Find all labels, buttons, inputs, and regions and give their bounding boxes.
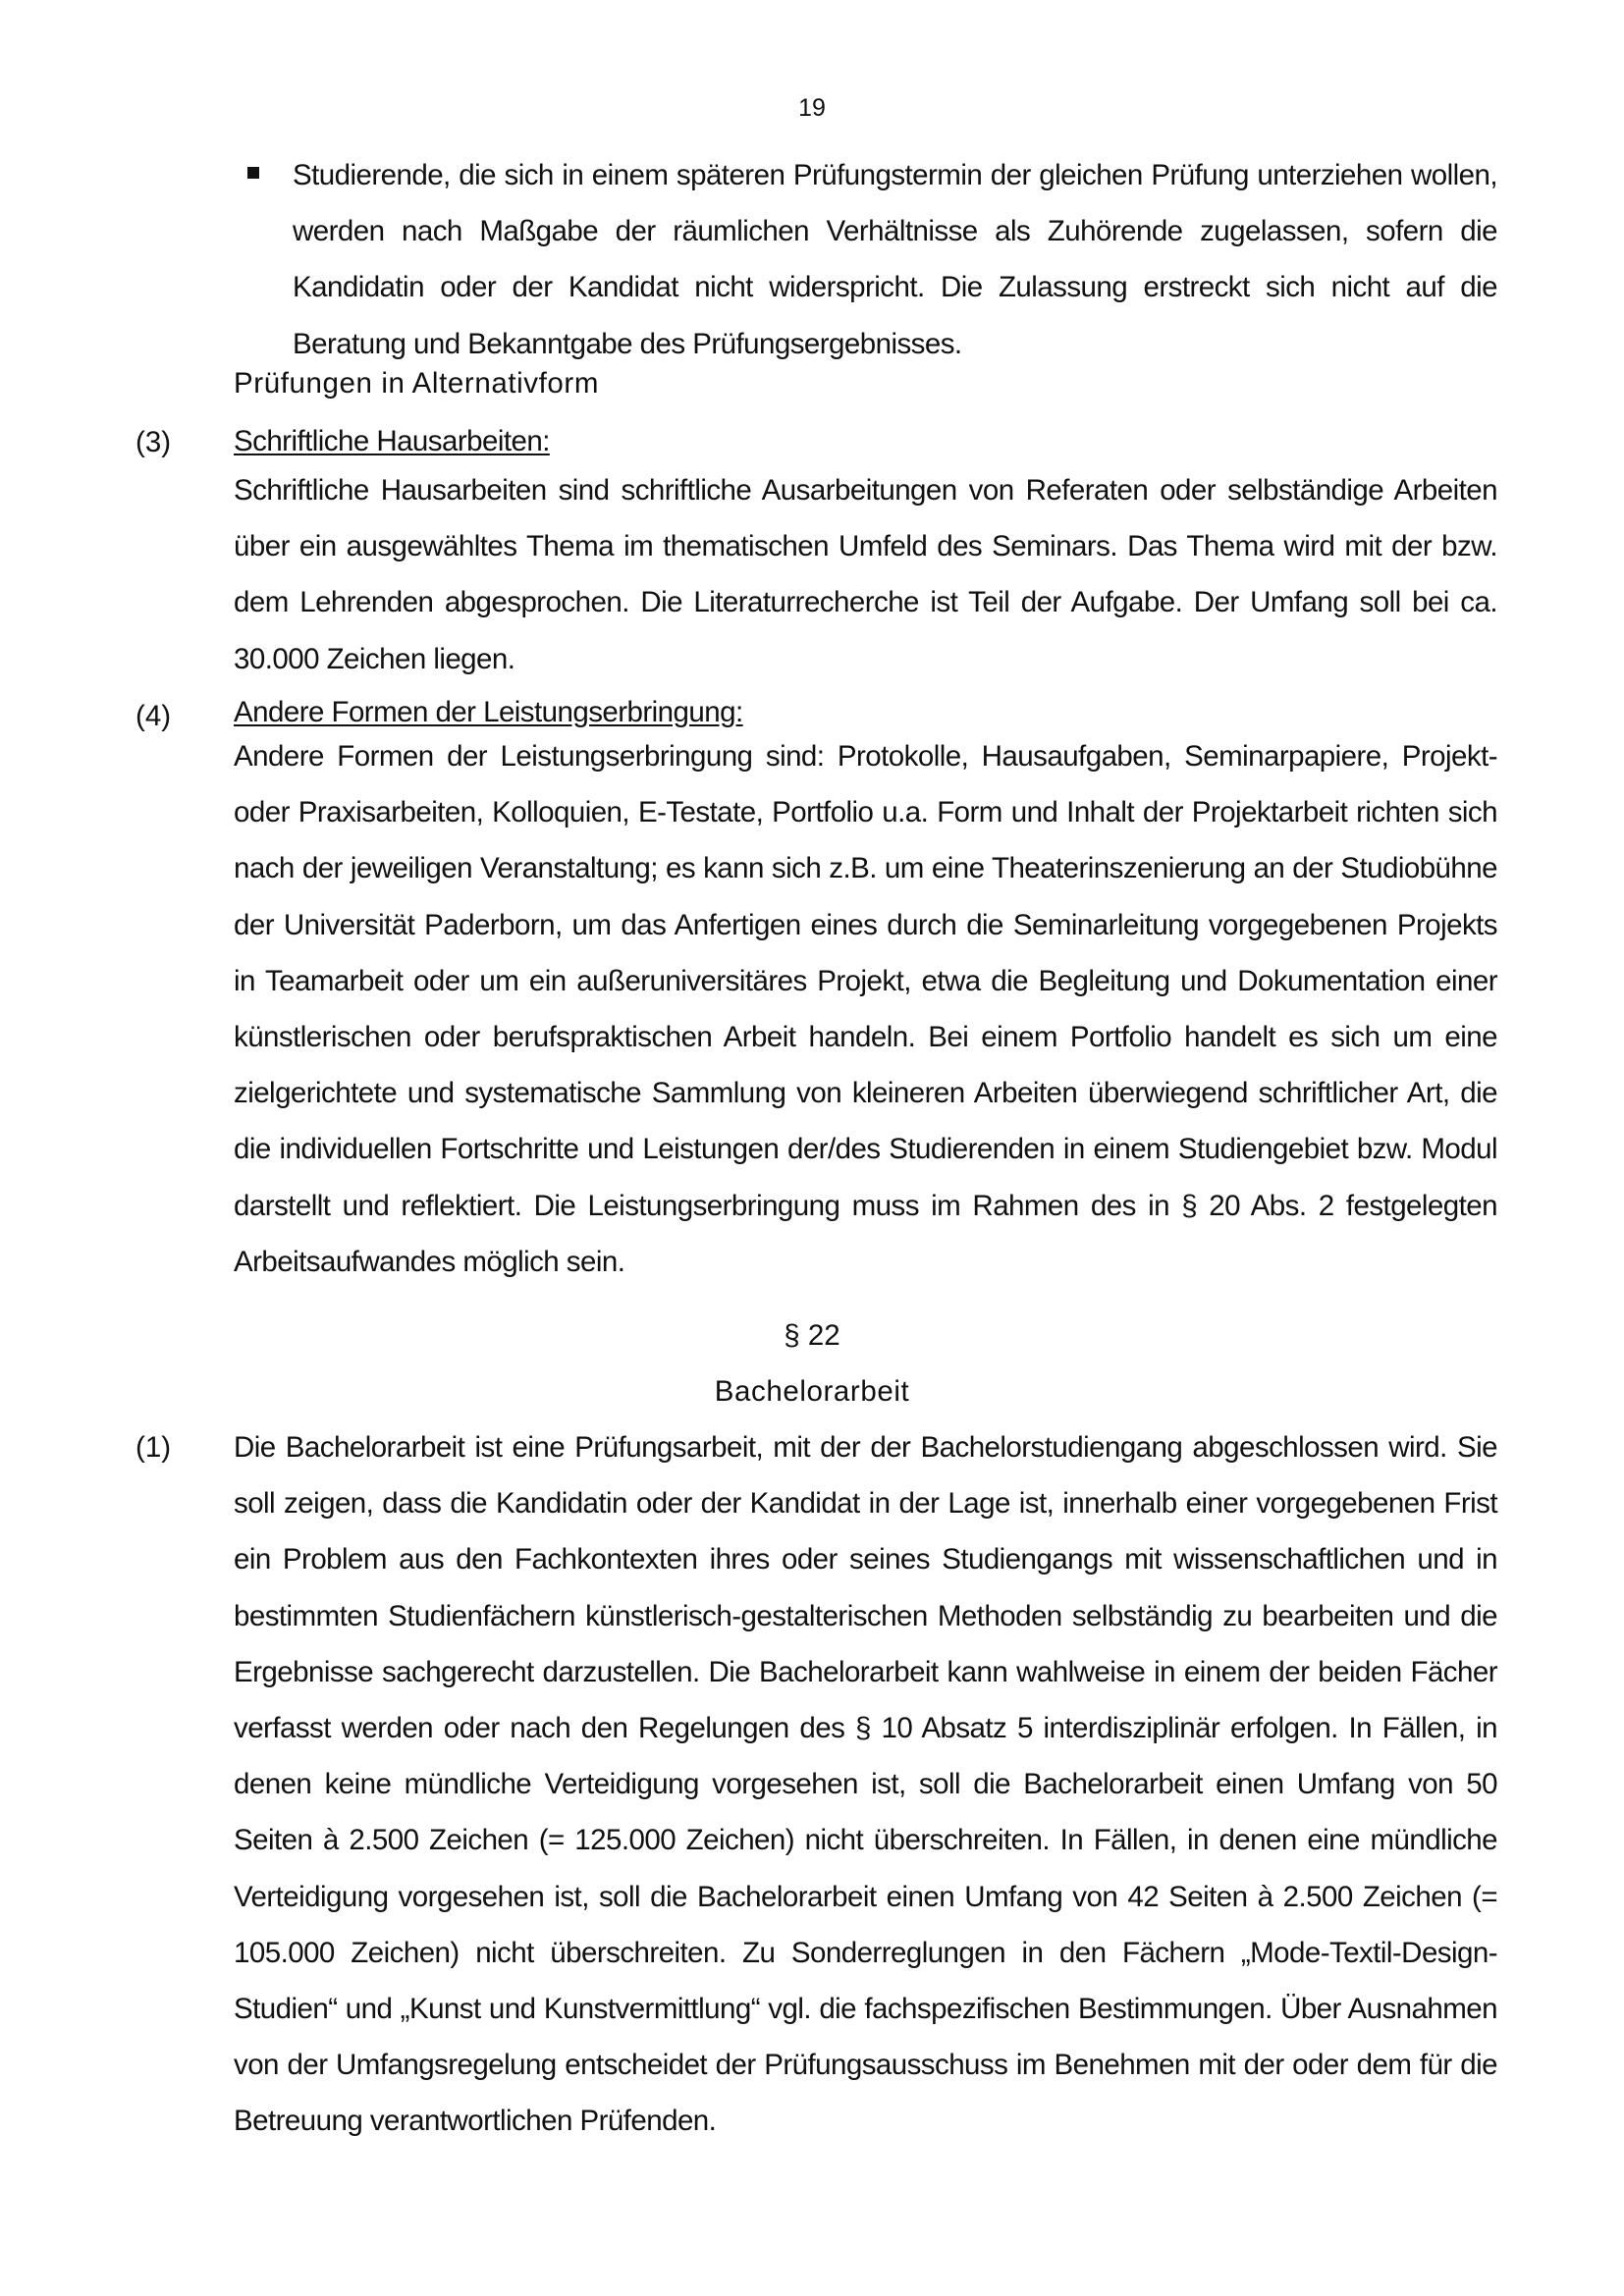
section-4 [234, 693, 1497, 1290]
bullet-square-icon [247, 167, 259, 179]
paragraph-22-body: Die Bachelorarbeit ist eine Prüfungsarbeit, mit der der Bachelorstudiengang abgeschlossen wird. Sie soll zeigen, dass die Kandidatin oder der Kandidat in der Lage ist, innerhalb einer vorgegebenen Frist ein Problem aus den Fachkontexten ihres oder seines Studiengangs mit wissenschaftlichen und in bestimmten Studienfächern künstlerisch-gestalterischen Methoden selbständig zu bearbeiten und die Ergebnisse sachgerecht darzustellen. Die Bachelorarbeit kann wahlweise in einem der beiden Fächer verfasst werden oder nach den Regelungen des § 10 Absatz 5 interdisziplinär erfolgen. In Fällen, in denen keine mündliche Verteidigung vorgesehen ist, soll die Bachelorarbeit einen Umfang von 50 Seiten à 2.500 Zeichen (= 125.000 Zeichen) nicht überschreiten. In Fällen, in denen eine mündliche Verteidigung vorgesehen ist, soll die Bachelorarbeit einen Umfang von 42 Seiten à 2.500 Zeichen (= 105.000 Zeichen) nicht überschreiten. Zu Sonderreglungen in den Fächern „Mode-Textil-Design-Studien“ und „Kunst und Kunstvermittlung“ vgl. die fachspezifischen Bestimmungen. Über Ausnahmen von der Umfangsregelung entscheidet der Prüfungsausschuss im Benehmen mit der oder dem für die Betreuung verantwortlichen Prüfenden. [234, 1431, 1497, 2138]
section-3-title: Schriftliche Hausarbeiten: [234, 425, 550, 457]
alt-form-heading-block [234, 355, 1497, 411]
paragraph-22-section-1 [234, 1419, 1497, 2150]
section-4-body: Andere Formen der Leistungserbringung sind: Protokolle, Hausaufgaben, Seminarpapiere, Projekt- oder Praxisarbeiten, Kolloquien, E-Testate, Portfolio u.a. Form und Inhalt der Projektarbeit richten sich nach der jeweiligen Veranstaltung; es kann sich z.B. um eine Theaterinszenierung an der Studiobühne der Universität Paderborn, um das Anfertigen eines durch die Seminarleitung vorgegebenen Projekts in Teamarbeit oder um ein außeruniversitäres Projekt, etwa die Begleitung und Dokumentation einer künstlerischen oder berufspraktischen Arbeit handeln. Bei einem Portfolio handelt es sich um eine zielgerichtete und systematische Sammlung von kleineren Arbeiten überwiegend schriftlicher Art, die die individuellen Fortschritte und Leistungen der/des Studierenden in einem Studiengebiet bzw. Modul darstellt und reflektiert. Die Leistungserbringung muss im Rahmen des in § 20 Abs. 2 festgelegten Arbeitsaufwandes möglich sein. [234, 740, 1497, 1278]
paragraph-22-number-1: (1) [135, 1431, 172, 1464]
page-number: 19 [798, 94, 826, 122]
section-3 [234, 422, 1497, 687]
section-3-number: (3) [135, 426, 172, 458]
bullet-text: Studierende, die sich in einem späteren Prüfungstermin der gleichen Prüfung unterziehen wollen, werden nach Maßgabe der räumlichen Verhältnisse als Zuhörende zugelassen, sofern die Kandidatin oder der Kandidat nicht widerspricht. Die Zulassung erstreckt sich nicht auf die Beratung und Bekanntgabe des Prüfungsergebnisses. [293, 159, 1497, 360]
paragraph-title: Bachelorarbeit [714, 1375, 910, 1408]
paragraph-symbol: § 22 [784, 1319, 840, 1352]
section-4-number: (4) [135, 700, 172, 732]
bullet-item [234, 147, 1497, 372]
section-3-body: Schriftliche Hausarbeiten sind schriftliche Ausarbeitungen von Referaten oder selbständige Arbeiten über ein ausgewähltes Thema im thematischen Umfeld des Seminars. Das Thema wird mit der bzw. dem Lehrenden abgesprochen. Die Literaturrecherche ist Teil der Aufgabe. Der Umfang soll bei ca. 30.000 Zeichen liegen. [234, 474, 1497, 675]
alt-form-heading: Prüfungen in Alternativform [234, 367, 600, 400]
section-4-title: Andere Formen der Leistungserbringung: [234, 696, 743, 728]
